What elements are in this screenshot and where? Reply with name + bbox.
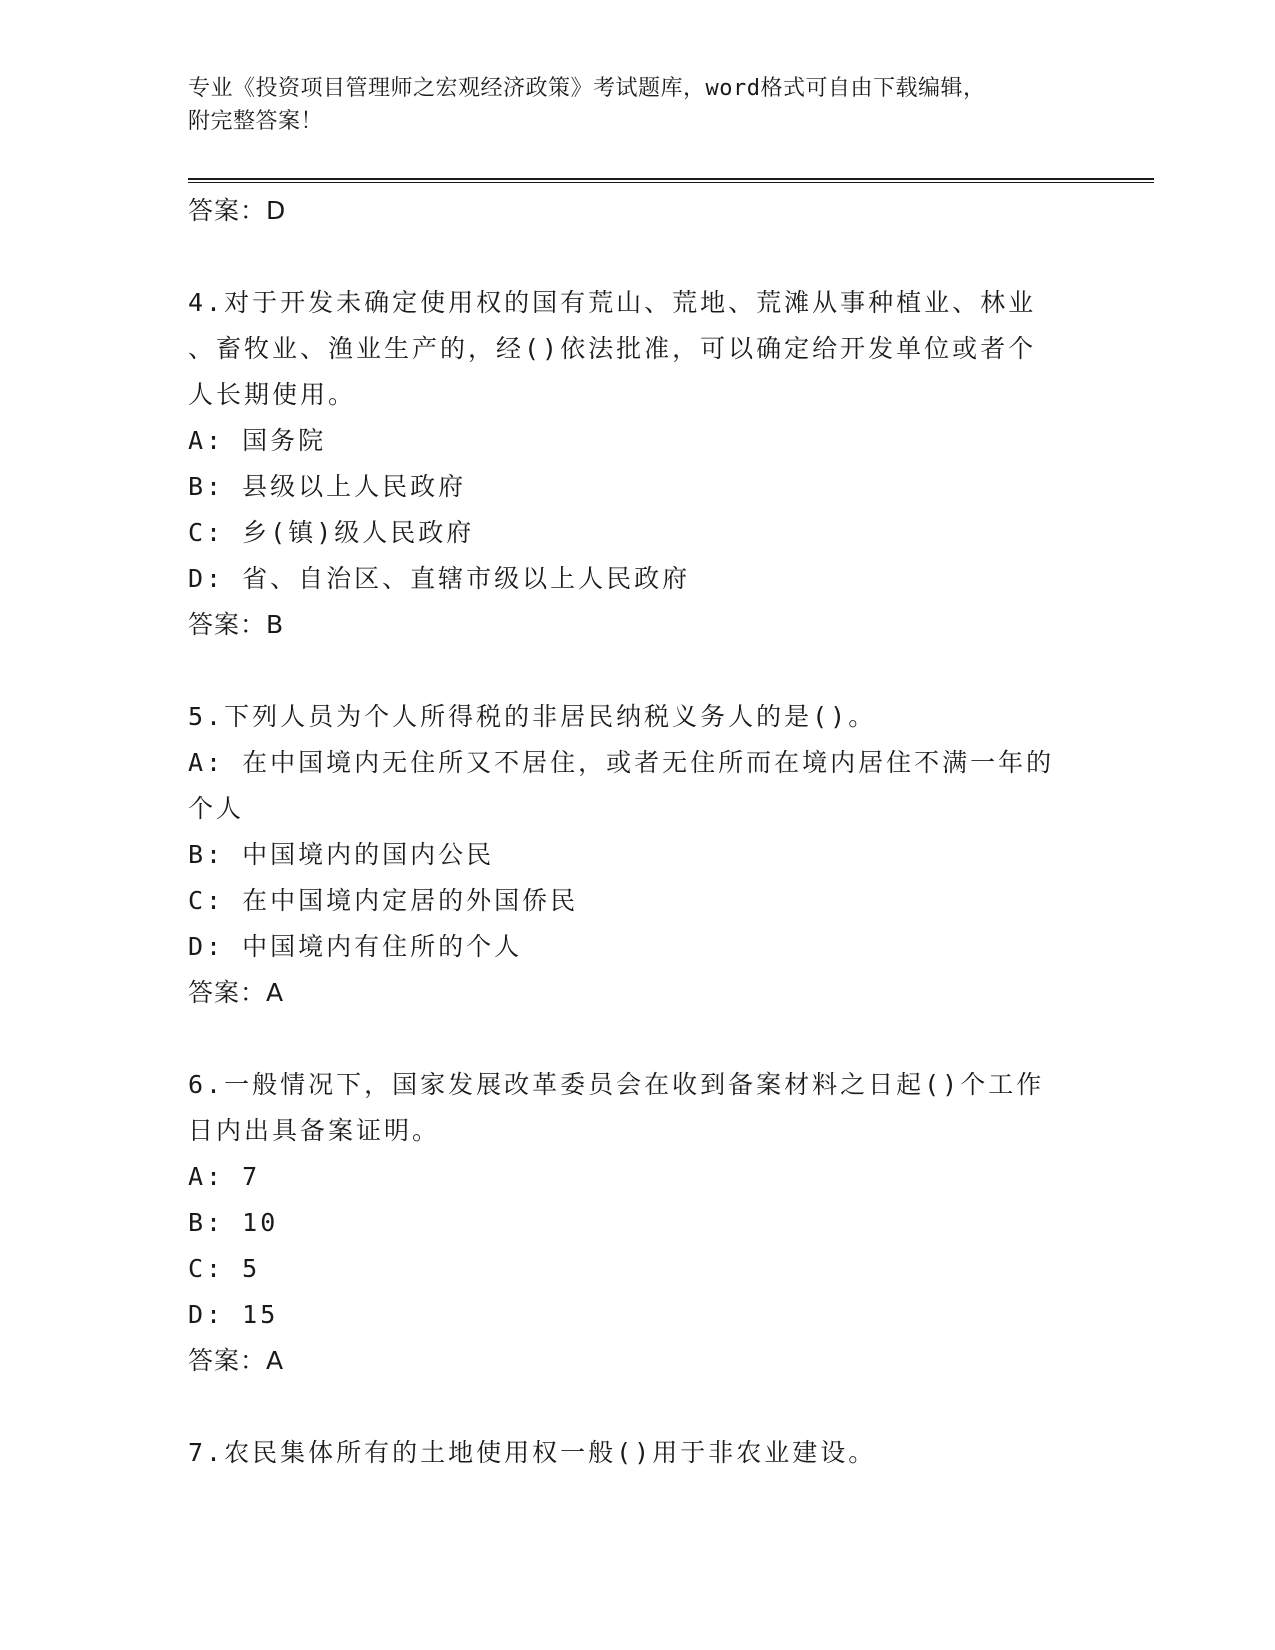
question-list (188, 188, 1088, 1476)
option-a: A: 在中国境内无住所又不居住，或者无住所而在境内居住不满一年的 (188, 748, 1055, 777)
question-block (188, 280, 1088, 648)
option-c: C: 在中国境内定居的外国侨民 (188, 886, 579, 915)
option-d: D: 15 (188, 1300, 279, 1329)
option-b: B: 县级以上人民政府 (188, 472, 467, 501)
header-rule-thick (188, 178, 1154, 180)
option-d: D: 中国境内有住所的个人 (188, 932, 523, 961)
option-d: D: 省、自治区、直辖市级以上人民政府 (188, 564, 691, 593)
option-c: C: 乡(镇)级人民政府 (188, 518, 475, 547)
option-a-continued: 个人 (188, 794, 245, 823)
question-block (188, 694, 1088, 1016)
question-stem-line: 6.一般情况下，国家发展改革委员会在收到备案材料之日起()个工作 (188, 1070, 1045, 1099)
spacer (188, 234, 1088, 280)
question-stem-line: 5.下列人员为个人所得税的非居民纳税义务人的是()。 (188, 702, 877, 731)
spacer (188, 1016, 1088, 1062)
question-block (188, 1430, 1088, 1476)
option-a: A: 7 (188, 1162, 261, 1191)
question-stem-line: 、畜牧业、渔业生产的，经()依法批准，可以确定给开发单位或者个 (188, 334, 1037, 363)
option-b: B: 10 (188, 1208, 279, 1237)
option-a: A: 国务院 (188, 426, 327, 455)
question-stem-line: 7.农民集体所有的土地使用权一般()用于非农业建设。 (188, 1438, 877, 1467)
answer-line: 答案：A (188, 1346, 285, 1375)
answer-line: 答案：B (188, 610, 285, 639)
document-header (188, 72, 1088, 138)
spacer (188, 648, 1088, 694)
option-c: C: 5 (188, 1254, 261, 1283)
question-stem-line: 日内出具备案证明。 (188, 1116, 441, 1145)
header-line-1: 专业《投资项目管理师之宏观经济政策》考试题库，word格式可自由下载编辑， (188, 76, 986, 101)
question-stem-line: 4.对于开发未确定使用权的国有荒山、荒地、荒滩从事种植业、林业 (188, 288, 1037, 317)
spacer (188, 1384, 1088, 1430)
answer-line: 答案：A (188, 978, 285, 1007)
answer-line: 答案：D (188, 196, 287, 225)
question-stem-line: 人长期使用。 (188, 380, 357, 409)
header-rule-thin (188, 182, 1154, 183)
option-b: B: 中国境内的国内公民 (188, 840, 495, 869)
question-block (188, 1062, 1088, 1384)
header-line-2: 附完整答案！ (188, 109, 324, 134)
